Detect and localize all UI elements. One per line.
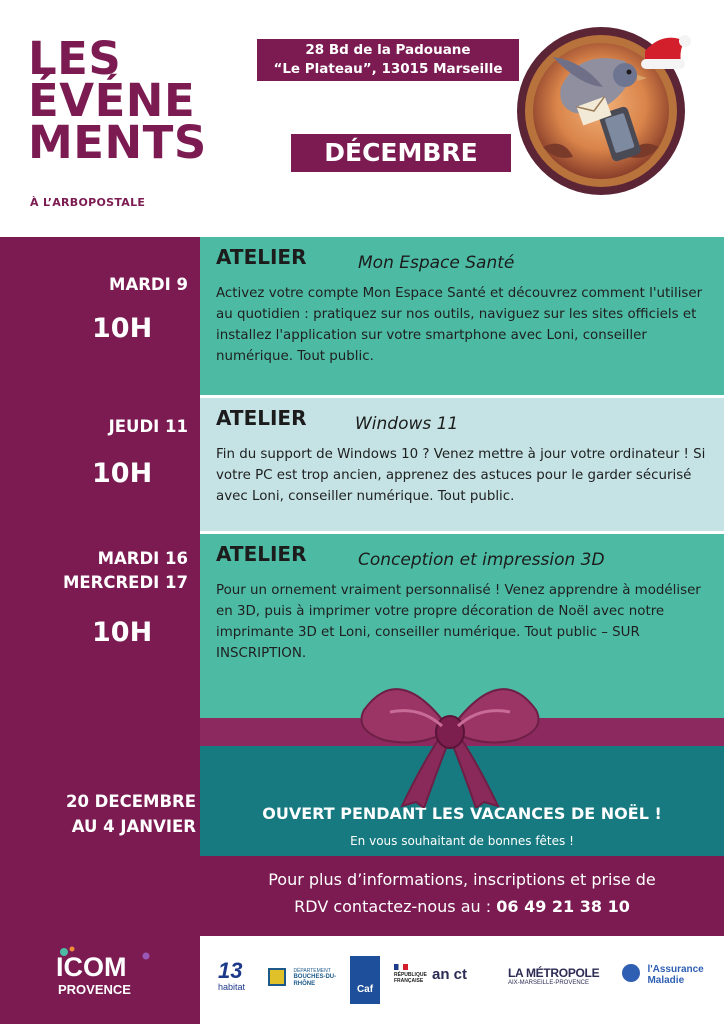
address-line-1: 28 Bd de la Padouane — [305, 42, 471, 58]
event-description: Activez votre compte Mon Espace Santé et découvrez comment l'utiliser au quotidien : pratiquez sur nos outils, naviguez sur les sites officiels et installez l'application sur votre smartphone avec Loni, conseiller numérique. Tout public. — [216, 286, 703, 364]
french-flag-icon — [394, 964, 408, 970]
contact-line-2-prefix: RDV contactez-nous au : — [294, 897, 497, 916]
anct-text: an ct — [432, 966, 468, 983]
contact-line-2 — [200, 893, 724, 920]
month-banner: DÉCEMBRE — [291, 134, 511, 172]
vacation-dates-line-2: AU 4 JANVIER — [71, 817, 196, 836]
vacation-dates — [0, 789, 196, 839]
event-date-line: MERCREDI 17 — [62, 573, 188, 592]
bow-icon — [350, 668, 550, 808]
rf-line-2: FRANÇAISE — [394, 978, 424, 984]
partner-logos — [200, 936, 724, 1024]
event-time: 10H — [92, 617, 153, 648]
caf-text: Caf — [356, 984, 374, 995]
dept-line-2: BOUCHES-DU-RHÔNE — [293, 974, 337, 987]
assurance-maladie-logo — [622, 964, 720, 986]
event-description: Pour un ornement vraiment personnalisé ! Venez apprendre à modéliser en 3D, puis à imprimer votre propre décoration de Noël avec notre imprimante 3D et Loni, conseiller numérique. Tout public – SUR INSCRIPTION. — [216, 583, 701, 661]
event-card — [200, 237, 724, 395]
event-topic: Conception et impression 3D — [358, 550, 605, 570]
icom-subword: PROVENCE — [58, 982, 131, 997]
page-title — [28, 32, 207, 169]
icom-provence-logo — [54, 946, 158, 1000]
event-date-line: JEUDI 11 — [108, 417, 188, 436]
habitat-number: 13 — [218, 958, 243, 983]
13-habitat-logo — [218, 960, 258, 992]
vacation-dates-line-1: 20 DECEMBRE — [65, 792, 196, 811]
assurance-line-1: l'Assurance — [647, 964, 704, 975]
pigeon-badge-illustration — [513, 17, 695, 199]
title-line-3: MENTS — [28, 116, 207, 169]
dept-line-1: DÉPARTEMENT — [293, 968, 331, 974]
contact-line-1: Pour plus d’informations, inscriptions et prise de — [268, 870, 656, 889]
event-topic: Windows 11 — [355, 414, 459, 434]
event-date — [109, 273, 188, 297]
phone-number[interactable]: 06 49 21 38 10 — [496, 897, 630, 916]
anct-logo — [432, 966, 488, 983]
title-line-2: ÉVÉNE — [28, 74, 196, 127]
habitat-word: habitat — [218, 982, 246, 992]
event-date — [63, 547, 188, 595]
event-type: ATELIER — [216, 406, 307, 430]
event-description: Fin du support de Windows 10 ? Venez mettre à jour votre ordinateur ! Si votre PC est trop ancien, apprenez des astuces pour le garder sécurisé avec Loni, conseiller numérique. Tout public. — [216, 447, 706, 504]
assurance-emblem-icon — [622, 964, 640, 982]
event-date — [109, 415, 188, 439]
assurance-line-2: Maladie — [647, 975, 685, 986]
address-box — [257, 39, 519, 81]
event-time: 10H — [92, 458, 153, 489]
contact-info — [200, 866, 724, 920]
event-type: ATELIER — [216, 542, 307, 566]
event-date-line: MARDI 16 — [97, 549, 188, 568]
metropole-logo — [508, 966, 618, 986]
metropole-line-2: AIX-MARSEILLE-PROVENCE — [508, 980, 590, 986]
rf-line-1: RÉPUBLIQUE — [394, 972, 427, 978]
address-line-2: “Le Plateau”, 13015 Marseille — [273, 61, 503, 77]
event-date-line: MARDI 9 — [109, 275, 188, 294]
icom-wordmark: ICOM — [56, 952, 127, 982]
event-card — [200, 398, 724, 531]
departement-logo — [268, 968, 338, 988]
caf-logo — [350, 956, 380, 1004]
event-time: 10H — [92, 313, 153, 344]
republique-francaise-logo — [394, 964, 428, 984]
vacation-wish: En vous souhaitant de bonnes fêtes ! — [350, 834, 574, 848]
title-line-1: LES — [28, 32, 122, 85]
page-subtitle: À L’ARBOPOSTALE — [30, 196, 146, 209]
metropole-line-1: LA MÉTROPOLE — [508, 966, 600, 980]
departement-emblem-icon — [268, 968, 286, 986]
event-type: ATELIER — [216, 245, 307, 269]
event-topic: Mon Espace Santé — [358, 253, 515, 273]
vacation-title: OUVERT PENDANT LES VACANCES DE NOËL ! — [262, 804, 662, 823]
